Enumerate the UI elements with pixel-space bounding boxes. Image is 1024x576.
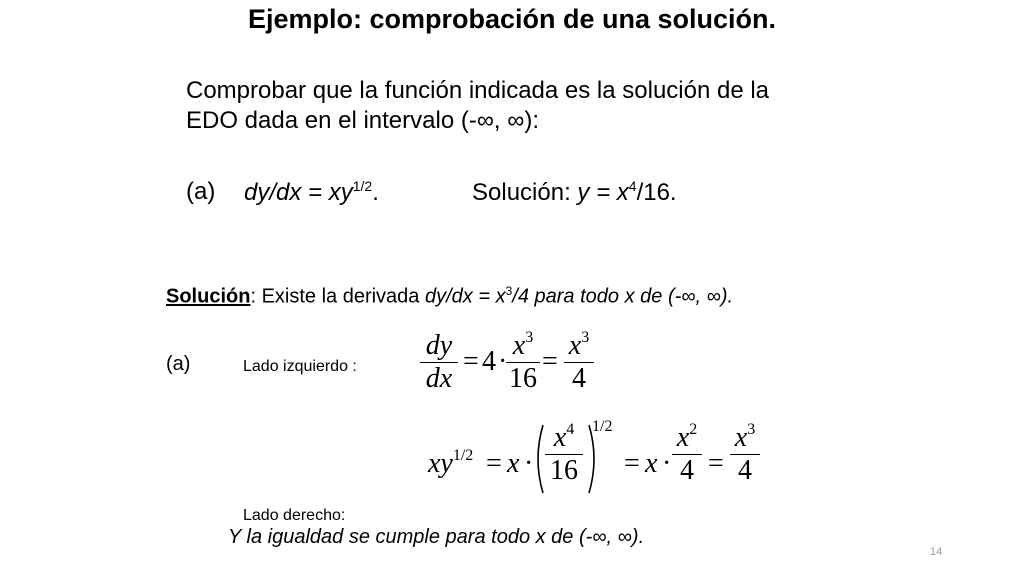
left-side-caption: Lado izquierdo :: [243, 358, 357, 375]
intro-line-1: Comprobar que la función indicada es la solución de la: [186, 77, 770, 104]
multiply-dot: ·: [498, 346, 508, 377]
intro-line-2: EDO dada en el intervalo (-∞, ∞):: [186, 107, 540, 134]
fraction-x3-4: $x^3$ 4: [564, 330, 594, 395]
paren-exponent: 1/2: [592, 418, 613, 435]
right-side-caption: Lado derecho:: [243, 507, 346, 524]
equals-sign: =: [708, 448, 724, 479]
xy-half: $xy^{1/2}$: [428, 447, 474, 479]
equals-sign: =: [486, 448, 502, 479]
variable-x: x: [507, 448, 520, 479]
intro-text: [186, 76, 769, 136]
fraction-x3-16: $x^3$ 16: [506, 330, 540, 395]
fraction-dy-dx: dy dx: [420, 330, 458, 395]
solution-heading: Solución: [166, 285, 251, 308]
page-number: 14: [930, 546, 943, 558]
part-a-equation: $dy/dx = xy^{1/2}$.: [244, 178, 379, 206]
multiply-dot: ·: [662, 448, 672, 479]
coefficient: 4: [482, 346, 496, 377]
fraction-x2-4: $x^2$ 4: [672, 422, 702, 487]
fraction-x4-16: $x^4$ 16: [545, 422, 583, 487]
part-a-label: (a): [186, 178, 216, 205]
left-side-label: (a): [166, 353, 191, 375]
slide-title: Ejemplo: comprobación de una solución.: [247, 4, 777, 34]
part-a-solution: Solución: $y = x^4/16$.: [472, 178, 677, 206]
equals-sign: =: [624, 448, 640, 479]
solution-statement: Solución: Existe la derivada $dy/dx = x^3/4$ para todo x de (-∞, ∞).: [166, 284, 734, 308]
fraction-x3-4-right: $x^3$ 4: [730, 422, 760, 487]
equals-sign: =: [542, 346, 558, 377]
multiply-dot: ·: [524, 448, 534, 479]
equals-sign: =: [463, 346, 479, 377]
variable-x: x: [645, 448, 658, 479]
closing-statement: Y la igualdad se cumple para todo x de (-∞, ∞).: [228, 526, 645, 548]
